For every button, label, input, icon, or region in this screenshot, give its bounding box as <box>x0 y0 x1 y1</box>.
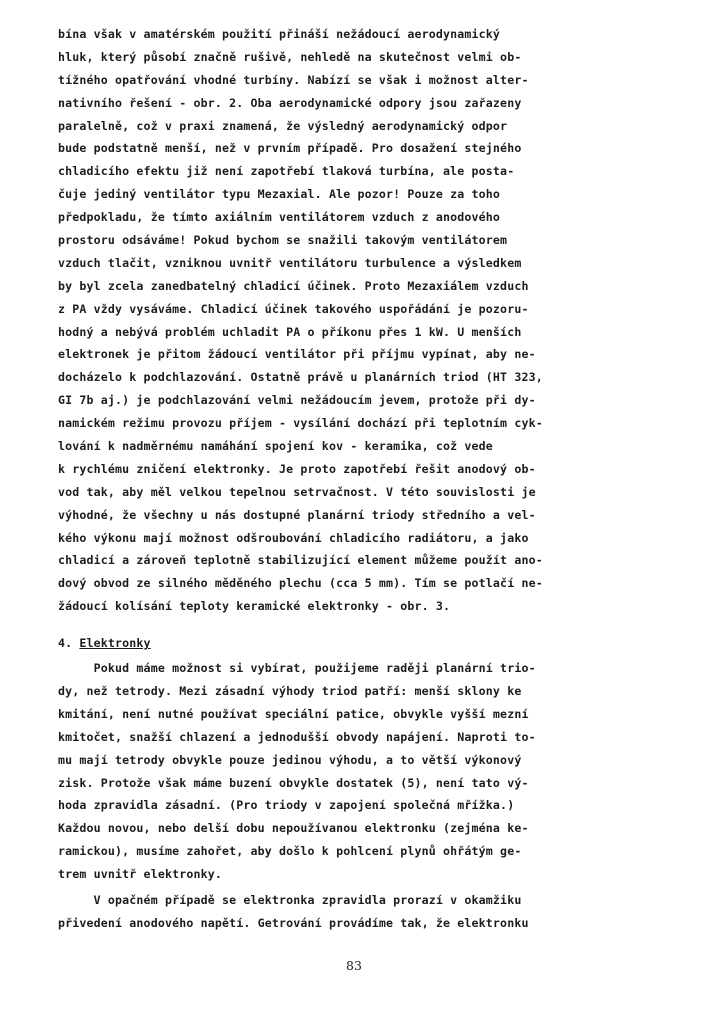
text-line: hodný a nebývá problém uchladit PA o příkonu přes 1 kW. U menších <box>58 324 522 339</box>
text-line: kmitočet, snažší chlazení a jednodušší obvody napájení. Naproti to- <box>58 729 536 744</box>
text-line: hoda zpravidla zásadní. (Pro triody v zapojení společná mřížka.) <box>58 798 515 813</box>
text-line: chladicího efektu již není zapotřebí tlaková turbína, ale posta- <box>58 164 515 179</box>
text-line: dy, než tetrody. Mezi zásadní výhody triod patří: menší sklony ke <box>58 683 522 698</box>
text-line: GI 7b aj.) je podchlazování velmi nežádoucím jevem, protože při dy- <box>58 393 536 408</box>
text-line: docházelo k podchlazování. Ostatně právě u planárních triod (HT 323, <box>58 370 543 385</box>
text-line: lování k nadměrnému namáhání spojení kov - keramika, což vede <box>58 439 493 454</box>
section-heading <box>58 632 658 655</box>
text-line: by byl zcela zanedbatelný chladicí účinek. Proto Mezaxiálem vzduch <box>58 278 529 293</box>
section-number: 4. <box>58 636 80 651</box>
section-title: Elektronky <box>79 636 151 651</box>
text-line: trem uvnitř elektronky. <box>58 867 222 882</box>
text-line: bína však v amatérském použití přináší nežádoucí aerodynamický <box>58 27 501 41</box>
text-line: žádoucí kolísání teploty keramické elektronky - obr. 3. <box>58 599 451 614</box>
body-text <box>58 23 658 935</box>
text-line: zisk. Protože však máme buzení obvykle dostatek (5), není tato vý- <box>58 775 529 790</box>
text-line: prostoru odsáváme! Pokud bychom se snažili takovým ventilátorem <box>58 233 508 248</box>
text-line: V opačném případě se elektronka zpravidla prorazí v okamžiku <box>58 892 522 907</box>
text-line: paralelně, což v praxi znamená, že výsledný aerodynamický odpor <box>58 118 508 133</box>
text-line: předpokladu, že tímto axiálním ventilátorem vzduch z anodového <box>58 210 501 225</box>
text-line: kmitání, není nutné používat speciální patice, obvykle vyšší mezní <box>58 706 529 721</box>
text-line: namickém režimu provozu příjem - vysílání dochází při teplotním cyk- <box>58 416 543 431</box>
text-line: chladicí a zároveň teplotně stabilizující element můžeme použít ano- <box>58 553 543 568</box>
text-line: elektronek je přitom žádoucí ventilátor při příjmu vypínat, aby ne- <box>58 347 536 362</box>
text-line: vod tak, aby měl velkou tepelnou setrvačnost. V této souvislosti je <box>58 484 536 499</box>
text-line: vzduch tlačit, vzniknou uvnitř ventilátoru turbulence a výsledkem <box>58 255 522 270</box>
text-line: mu mají tetrody obvykle pouze jedinou výhodu, a to větší výkonový <box>58 752 522 767</box>
text-line: k rychlému zničení elektronky. Je proto zapotřebí řešit anodový ob- <box>58 461 536 476</box>
text-line: kého výkonu mají možnost odšroubování chladicího radiátoru, a jako <box>58 530 529 545</box>
text-line: výhodné, že všechny u nás dostupné planární triody středního a vel- <box>58 507 536 522</box>
text-line: přivedení anodového napětí. Getrování provádíme tak, že elektronku <box>58 915 529 930</box>
text-line: hluk, který působí značně rušivě, nehledě na skutečnost velmi ob- <box>58 49 522 64</box>
text-line: Každou novou, nebo delší dobu nepoužívanou elektronku (zejména ke- <box>58 821 529 836</box>
text-line: nativního řešení - obr. 2. Oba aerodynamické odpory jsou zařazeny <box>58 95 522 110</box>
paragraph-1 <box>58 23 658 618</box>
paragraph-2 <box>58 657 658 886</box>
page-number: 83 <box>346 958 362 973</box>
text-line: bude podstatně menší, než v prvním případě. Pro dosažení stejného <box>58 141 522 156</box>
text-line: ramickou), musíme zahořet, aby došlo k pohlcení plynů ohřátým ge- <box>58 844 522 859</box>
text-line: tížného opatřování vhodné turbíny. Nabízí se však i možnost alter- <box>58 72 529 87</box>
text-line: dový obvod ze silného měděného plechu (cca 5 mm). Tím se potlačí ne- <box>58 576 543 591</box>
text-line: čuje jediný ventilátor typu Mezaxial. Ale pozor! Pouze za toho <box>58 187 501 202</box>
text-line: Pokud máme možnost si vybírat, použijeme raději planární trio- <box>58 661 536 676</box>
text-line: z PA vždy vysáváme. Chladicí účinek takového uspořádání je pozoru- <box>58 301 529 316</box>
paragraph-3 <box>58 889 658 935</box>
